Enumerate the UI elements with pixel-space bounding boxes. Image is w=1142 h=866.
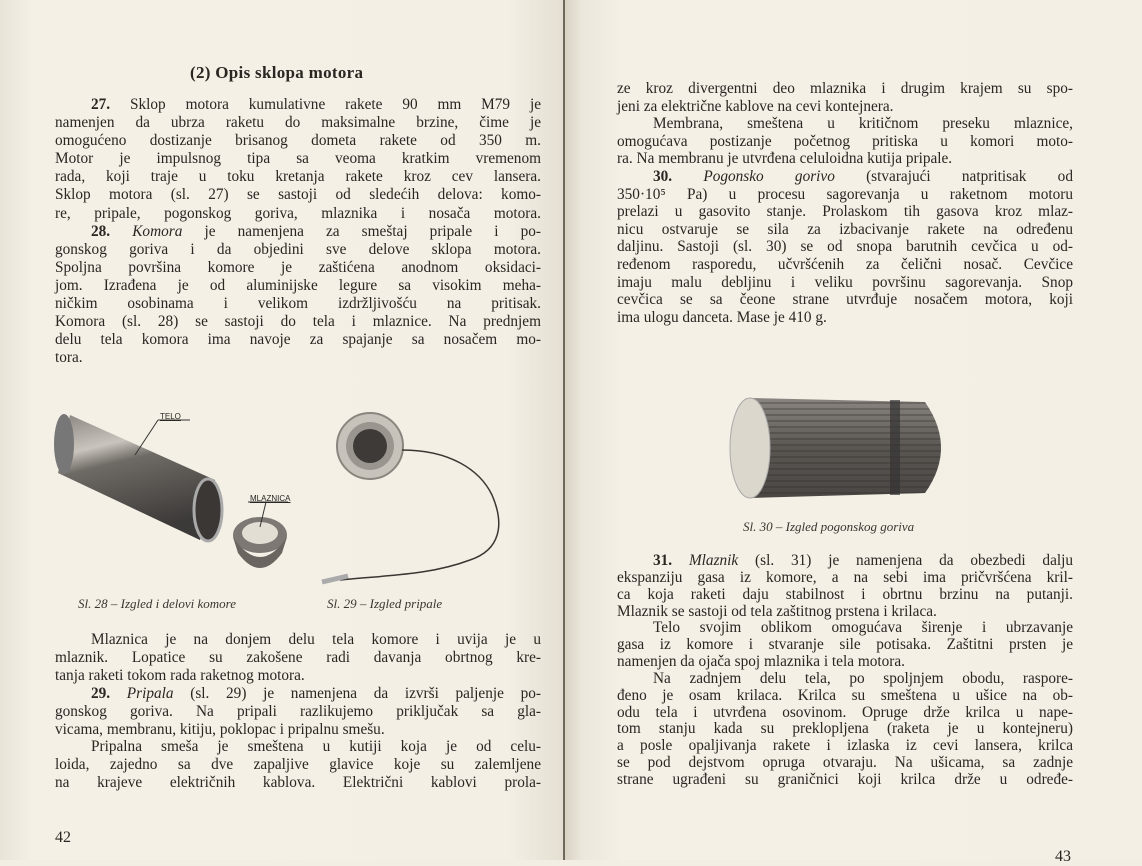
- text-line: [617, 721, 1073, 738]
- text-line: [55, 223, 541, 241]
- text-line: [617, 553, 1073, 570]
- line-text: vicama, membranu, kitiju, poklopac i pripalnu smešu.: [55, 720, 385, 738]
- paragraph-number: 27.: [91, 96, 111, 113]
- line-text: ekspanziju gasa iz komore, a na sebi ima pričvršćena kril-: [617, 568, 1073, 586]
- line-text: na krajeve električnih kablova. Električni kablovi prola-: [55, 774, 541, 792]
- text-block: [617, 80, 1073, 326]
- term: Mlaznik: [672, 552, 739, 569]
- text-line: [55, 114, 541, 132]
- text-line: [55, 96, 541, 114]
- text-line: [55, 738, 541, 756]
- text-line: [55, 703, 541, 721]
- line-text: omogućava postizanje početnog pritiska u komori moto-: [617, 132, 1073, 150]
- line-text: đeno je osam krilaca. Krilca su smeštena u ušice na ob-: [617, 686, 1073, 704]
- page-number-right: 43: [1055, 848, 1071, 865]
- text-line: [617, 291, 1073, 309]
- text-line: [55, 631, 541, 649]
- text-line: [617, 168, 1073, 186]
- text-line: [55, 649, 541, 667]
- text-line: [55, 313, 541, 331]
- text-line: [617, 620, 1073, 637]
- paragraph-number: 29.: [91, 684, 111, 702]
- line-text: ra. Na membranu je utvrđena celuloidna kutija pripale.: [617, 150, 953, 168]
- line-text: Pripalna smeša je smeštena u kutiji koja je od celu-: [91, 738, 541, 756]
- line-text: odu tela i utvrđena osovinom. Opruge drže krilca u nape-: [617, 703, 1073, 721]
- line-text: Sklop motora (sl. 27) se sastoji od sledećih delova: komo-: [55, 186, 541, 204]
- text-line: [617, 274, 1073, 292]
- paragraph-number: 30.: [653, 167, 673, 185]
- text-line: [617, 115, 1073, 133]
- line-text: rada, koji traje u toku kretanja rakete kroz cev lansera.: [55, 168, 541, 186]
- line-text: tom stanju kada su preklopljena (raketa je u kontejneru): [617, 720, 1073, 738]
- text-line: [617, 238, 1073, 256]
- left-page: [0, 0, 565, 860]
- line-text: namenjen da ubrza raketu do maksimalne brzine, čime je: [55, 114, 541, 132]
- line-text: tora.: [55, 349, 83, 367]
- label-mlaznica: MLAZNICA: [250, 494, 291, 503]
- line-text: omogućeno dostizanje brisanog dometa rakete od 350 m.: [55, 132, 541, 150]
- line-text: prelazi u gasovito stanje. Prolaskom tih gasova kroz mlaz-: [617, 203, 1073, 221]
- line-text: Spoljna površina komore je zaštićena anodnom oksidaci-: [55, 258, 541, 276]
- line-text: (sl. 31) je namenjena da obezbedi dalju: [738, 552, 1074, 569]
- line-text: loida, zajedno sa dve zapaljive glavice koje su zalemljene: [55, 756, 541, 774]
- text-line: [617, 671, 1073, 688]
- bundle-face: [730, 398, 770, 498]
- line-text: ca koja raketi daju stabilnost i obrtnu brzinu na putanji.: [617, 585, 1073, 603]
- line-text: je namenjena za smeštaj pripale i po-: [182, 222, 541, 240]
- figure-30-propellant-bundle: [725, 388, 965, 508]
- line-text: gonskog goriva i da objedini sve delove sklopa motora.: [55, 240, 541, 258]
- line-text: (sl. 29) je namenjena da izvrši paljenje po-: [173, 684, 541, 702]
- text-line: [617, 654, 1073, 671]
- line-text: Membrana, smeštena u kritičnom preseku mlaznice,: [653, 115, 1073, 133]
- text-line: [617, 186, 1073, 204]
- text-line: [55, 774, 541, 792]
- tube-body: [58, 415, 215, 540]
- bundle-band: [890, 400, 900, 495]
- line-text: Sklop motora kumulativne rakete 90 mm M79 je: [110, 96, 541, 113]
- text-line: [617, 133, 1073, 151]
- section-title: (2) Opis sklopa motora: [190, 63, 364, 82]
- line-text: ima ulogu danceta. Mase je 410 g.: [617, 308, 827, 326]
- line-text: Na zadnjem delu tela, po spoljnjem obodu, raspore-: [653, 669, 1073, 687]
- text-line: [617, 705, 1073, 722]
- text-line: [617, 587, 1073, 604]
- text-line: [55, 132, 541, 150]
- text-line: [55, 259, 541, 277]
- line-text: Komora (sl. 28) se sastoji do tela i mlaznice. Na prednjem: [55, 313, 541, 331]
- line-text: delu tela komora ima navoje za spajanje sa nosačem mo-: [55, 331, 541, 349]
- text-line: [617, 637, 1073, 654]
- text-line: [617, 256, 1073, 274]
- text-line: [617, 221, 1073, 239]
- text-line: [55, 295, 541, 313]
- text-line: [55, 205, 541, 223]
- text-line: [617, 738, 1073, 755]
- text-line: [55, 721, 541, 739]
- term: Pripala: [110, 684, 174, 702]
- text-line: [617, 570, 1073, 587]
- text-line: [55, 756, 541, 774]
- line-text: Mlaznica je na donjem delu tela komore i uvija je u: [91, 631, 541, 648]
- figure-30-caption: Sl. 30 – Izgled pogonskog goriva: [743, 519, 915, 534]
- line-text: gonskog goriva. Na pripali razlikujemo priključak sa gla-: [55, 702, 541, 720]
- text-line: [617, 688, 1073, 705]
- page-number-left: 42: [55, 829, 71, 846]
- text-line: [617, 755, 1073, 772]
- line-text: strane ugrađeni su graničnici koji krilca drže u određe-: [617, 770, 1073, 788]
- line-text: mlaznik. Lopatice su zakošene radi davanja obrtnog kre-: [55, 648, 541, 666]
- line-text: Motor je impulsnog tipa sa veoma kratkim vremenom: [55, 150, 541, 168]
- tube-opening: [194, 479, 222, 541]
- line-text: nicu ostvaruje se sila za izbacivanje rakete na određenu: [617, 220, 1073, 238]
- text-block: [55, 631, 541, 792]
- text-line: [55, 168, 541, 186]
- paragraph-number: 31.: [653, 552, 673, 569]
- line-text: jeni za električne kablove na cevi kontejnera.: [617, 97, 894, 115]
- line-text: imaju malu debljinu i veliku površinu sagorevanja. Snop: [617, 273, 1073, 291]
- line-text: ze kroz divergentni deo mlaznika i drugim krajem su spo-: [617, 80, 1073, 97]
- line-text: ređenom rasporedu, učvršćenih za čelični nosač. Cevčice: [617, 255, 1073, 273]
- text-line: [617, 98, 1073, 116]
- text-block: [617, 553, 1073, 789]
- line-text: re, pripale, pogonskog goriva, mlaznika i nosača motora.: [55, 204, 541, 222]
- line-text: gasa iz komore i stvaranje sile potisaka. Zaštitni prsten je: [617, 636, 1073, 654]
- line-text: ničkim osobinama i velikom izdržljivošću na pritisak.: [55, 295, 541, 313]
- text-line: [617, 80, 1073, 98]
- text-line: [55, 186, 541, 204]
- text-line: [55, 667, 541, 685]
- line-text: (stvarajući natpritisak od: [834, 167, 1073, 185]
- figure-28-combustion-chamber: [50, 395, 310, 585]
- text-line: [617, 150, 1073, 168]
- label-telo: TELO: [160, 412, 181, 421]
- text-line: [55, 150, 541, 168]
- term: Komora: [110, 222, 183, 240]
- figure-28-caption: Sl. 28 – Izgled i delovi komore: [78, 596, 237, 611]
- line-text: namenjen da ojača spoj mlaznika i tela motora.: [617, 653, 905, 671]
- text-line: [55, 685, 541, 703]
- paragraph-number: 28.: [91, 222, 111, 240]
- line-text: a posle opaljivanja rakete i izlaska iz cevi lansera, krilca: [617, 737, 1073, 755]
- line-text: jom. Izrađena je od aluminijske legure sa visokim meha-: [55, 276, 541, 294]
- text-line: [617, 203, 1073, 221]
- text-line: [617, 309, 1073, 327]
- text-line: [55, 241, 541, 259]
- figure-29-igniter: [320, 410, 560, 590]
- text-line: [55, 277, 541, 295]
- text-line: [55, 331, 541, 349]
- text-line: [55, 349, 541, 367]
- line-text: 350·10⁵ Pa) u procesu sagorevanja u raketnom motoru: [617, 185, 1073, 203]
- text-line: [617, 604, 1073, 621]
- text-block: [55, 96, 541, 367]
- line-text: daljinu. Sastoji (sl. 30) se od snopa barutnih cevčica u od-: [617, 238, 1073, 256]
- right-page: [565, 0, 1142, 865]
- term: Pogonsko gorivo: [672, 167, 835, 185]
- line-text: tanja raketi tokom rada raketnog motora.: [55, 666, 305, 684]
- line-text: Mlaznik se sastoji od tela zaštitnog prstena i krilaca.: [617, 602, 937, 620]
- line-text: cevčica se sa čeone strane utvrđuje nosačem motora, koji: [617, 291, 1073, 309]
- text-line: [617, 772, 1073, 789]
- tube-end: [54, 414, 74, 474]
- line-text: se pod dejstvom opruga otvaraju. Na ušicama, sa zadnje: [617, 754, 1073, 772]
- line-text: Telo svojim oblikom omogućava širenje i ubrzavanje: [653, 619, 1073, 637]
- figure-29-caption: Sl. 29 – Izgled pripale: [327, 596, 443, 611]
